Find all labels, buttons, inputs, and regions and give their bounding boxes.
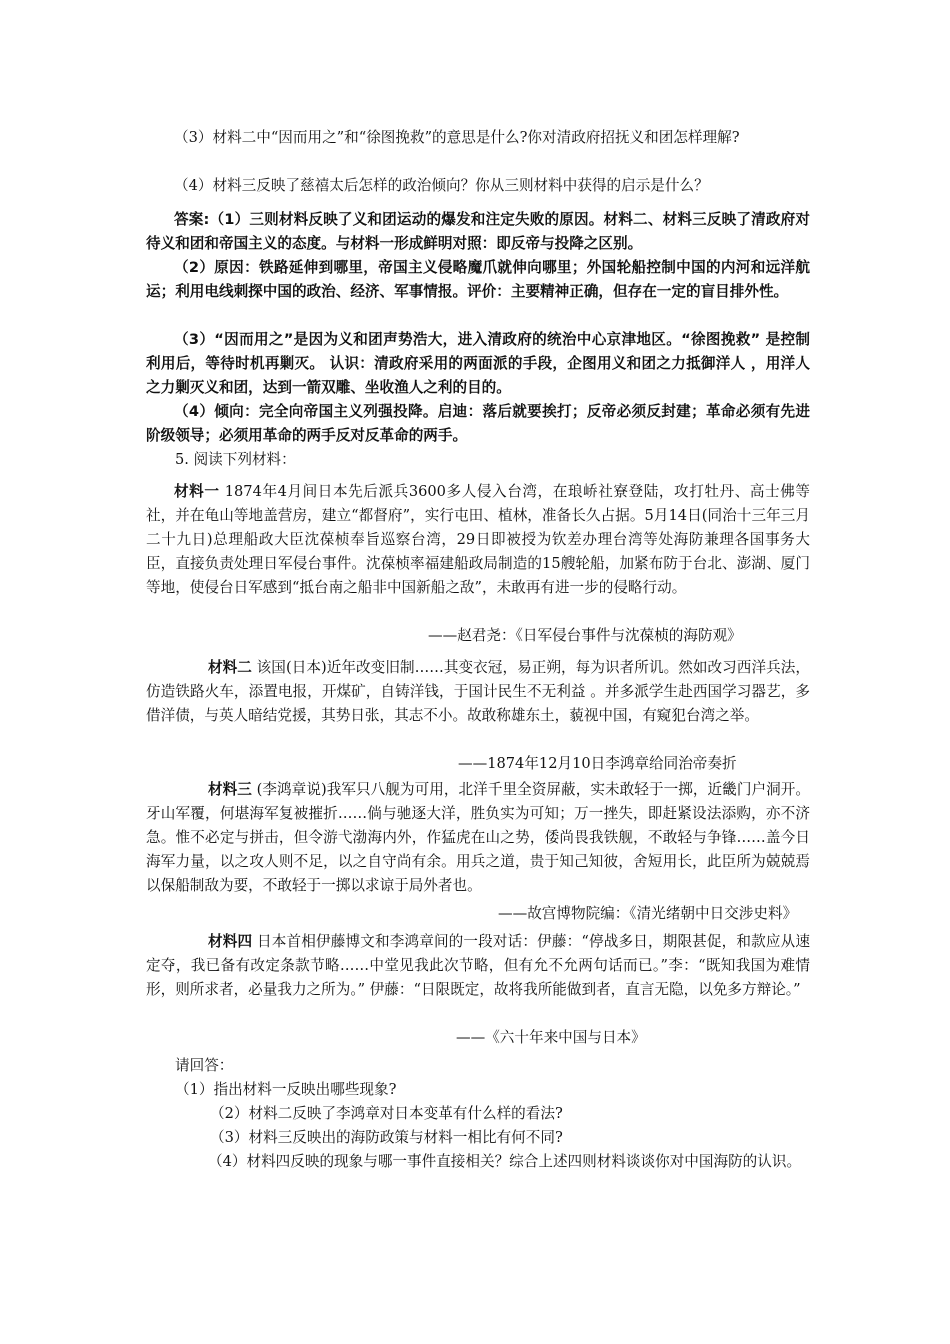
material-1-label: 材料一: [174, 483, 220, 500]
question-5-heading: 5. 阅读下列材料：: [175, 451, 296, 468]
answer-prompt: 请回答：: [175, 1057, 234, 1074]
material-2-label: 材料二: [208, 659, 252, 676]
answer-1: 答案:（1）三则材料反映了义和团运动的爆发和注定失败的原因。材料二、材料三反映了清政府对待义和团和帝国主义的态度。与材料一形成鲜明对照：即反帝与投降之区别。: [146, 211, 810, 252]
answer-4: （4）倾向：完全向帝国主义列强投降。启迪：落后就要挨打；反帝必须反封建；革命必须有先进阶级领导；必须用革命的两手反对反革命的两手。: [146, 403, 810, 444]
sub-question-1: （1）指出材料一反映出哪些现象?: [175, 1081, 397, 1098]
material-1-text: 1874年4月间日本先后派兵3600多人侵入台湾，在琅峤社寮登陆，攻打牡丹、高士佛等社，并在龟山等地盖营房，建立“都督府”，实行屯田、植林，准备长久占据。5月14日(同治十三年三月二十九日)总理船政大臣沈葆桢奉旨巡察台湾，29日即被授为钦差办理台湾等处海防兼理各国事务大臣，直接负责处理日军侵台事件。沈葆桢率福建船政局制造的15艘轮船，加紧布防于台北、澎湖、厦门等地，使侵台日军感到“抵台南之船非中国新船之敌”，未敢再有进一步的侵略行动。: [146, 483, 810, 596]
material-2-source: ——1874年12月10日李鸿章给同治帝奏折: [458, 755, 737, 772]
material-4-source: ——《六十年来中国与日本》: [456, 1029, 646, 1046]
material-4: [146, 930, 810, 1002]
material-1: [146, 480, 810, 600]
answer-3: （3）“因而用之”是因为义和团声势浩大，进入清政府的统治中心京津地区。“徐图挽救” 是控制利用后，等待时机再剿灭。 认识：清政府采用的两面派的手段，企图用义和团之力抵御洋人 ，用洋人之力剿灭义和团，达到一箭双雕、坐收渔人之利的目的。: [146, 331, 810, 396]
material-2: [146, 656, 810, 728]
sub-question-2: （2）材料二反映了李鸿章对日本变革有什么样的看法?: [210, 1105, 563, 1122]
material-1-source: ——赵君尧：《日军侵台事件与沈葆桢的海防观》: [428, 627, 742, 644]
question-4-text: （4）材料三反映了慈禧太后怎样的政治倾向？你从三则材料中获得的启示是什么？: [174, 177, 709, 194]
answer-2: （2）原因：铁路延伸到哪里，帝国主义侵略魔爪就伸向哪里；外国轮船控制中国的内河和远洋航运；利用电线刺探中国的政治、经济、军事情报。评价：主要精神正确，但存在一定的盲目排外性。: [146, 259, 810, 300]
material-3: [146, 778, 810, 898]
material-3-text: (李鸿章说)我军只八舰为可用，北洋千里全资屏蔽，实未敢轻于一掷，近畿门户洞开。牙山军覆，何堪海军复被摧折……倘与驰逐大洋，胜负实为可知；万一挫失，即赶紧设法添购，亦不济急。惟不必定与拼击，但令游弋渤海内外，作猛虎在山之势，倭尚畏我铁舰，不敢轻与争锋……盖今日海军力量，以之攻人则不足，以之自守尚有余。用兵之道，贵于知己知彼，舍短用长，此臣所为兢兢焉以保船制敌为要，不敢轻于一掷以求谅于局外者也。: [146, 781, 810, 894]
material-4-label: 材料四: [208, 933, 253, 950]
sub-question-3: （3）材料三反映出的海防政策与材料一相比有何不同?: [210, 1129, 563, 1146]
sub-question-4: （4）材料四反映的现象与哪一事件直接相关？综合上述四则材料谈谈你对中国海防的认识。: [208, 1153, 802, 1170]
question-3-text: （3）材料二中“因而用之”和“徐图挽救”的意思是什么?你对清政府招抚义和团怎样理解?: [174, 129, 740, 146]
material-3-source: ——故宫博物院编：《清光绪朝中日交涉史料》: [498, 905, 798, 922]
material-4-text: 日本首相伊藤博文和李鸿章间的一段对话：伊藤：“停战多日，期限甚促，和款应从速定夺，我已备有改定条款节略……中堂见我此次节略，但有允不允两句话而已。”李：“既知我国为难情形，则所求者，必量我力之所为。” 伊藤：“日限既定，故将我所能做到者，直言无隐，以免多方辩论。”: [146, 933, 810, 998]
material-3-label: 材料三: [208, 781, 252, 798]
material-2-text: 该国(日本)近年改变旧制……其变衣冠，易正朔，每为识者所讥。然如改习西洋兵法，仿造铁路火车，添置电报，开煤矿，自铸洋钱，于国计民生不无利益 。并多派学生赴西国学习器艺，多借洋债，与英人暗结党援，其势日张，其志不小。故敢称雄东土，藐视中国，有窥犯台湾之举。: [146, 659, 810, 724]
